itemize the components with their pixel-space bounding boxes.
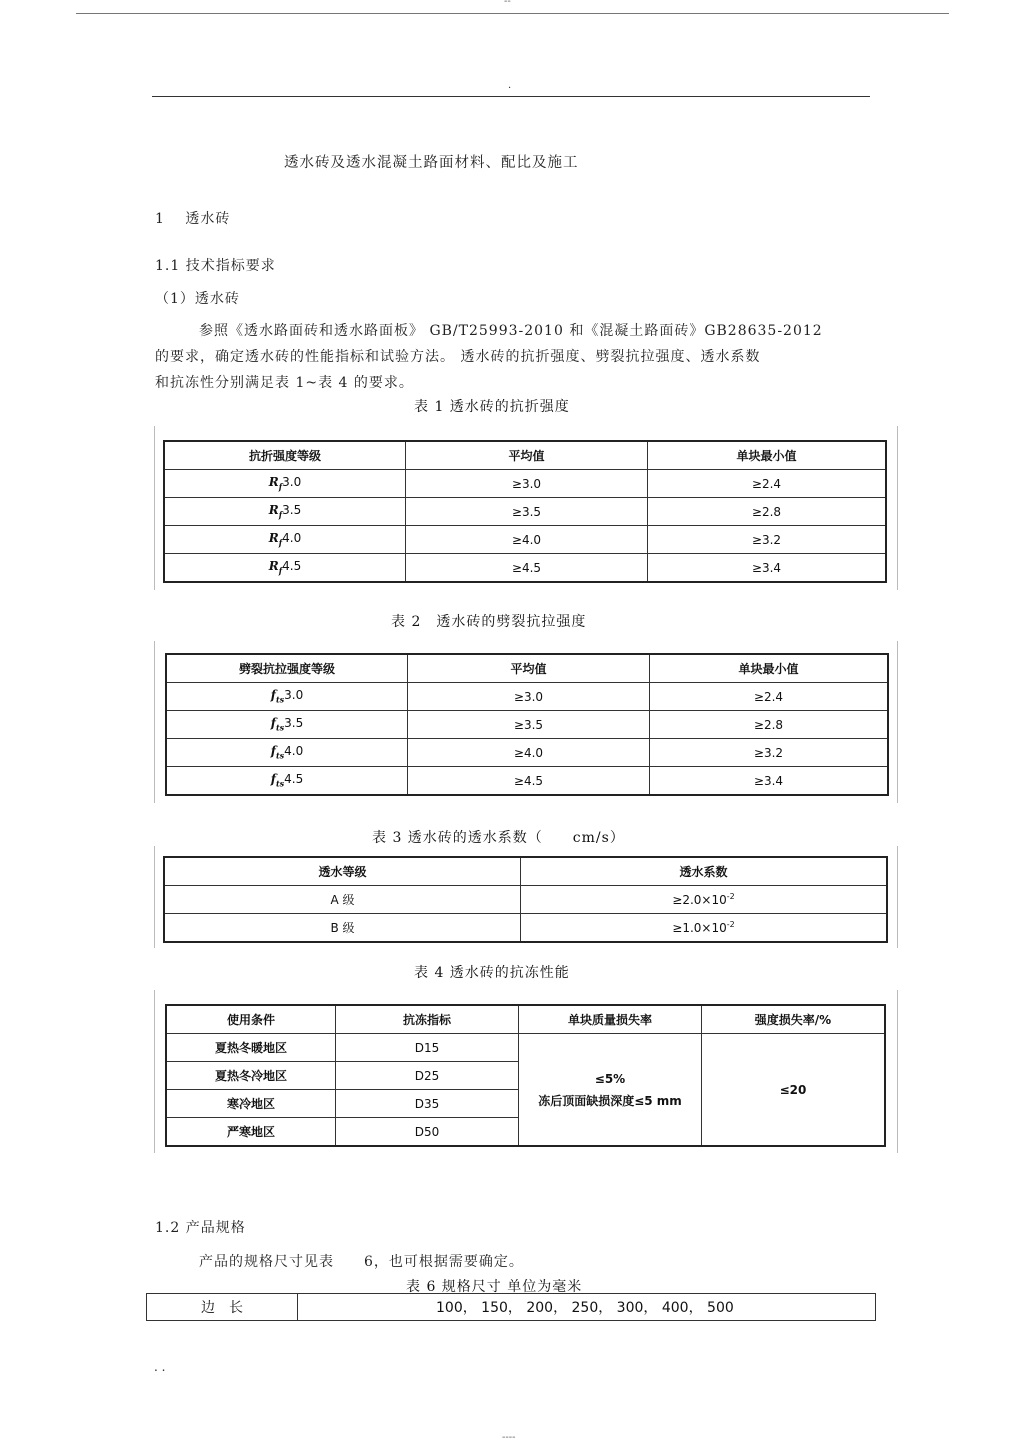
table-row — [164, 914, 887, 943]
average-cell: ≥3.5 — [406, 498, 648, 526]
section-1-heading: 1 透水砖 — [155, 211, 231, 227]
strength-loss-cell: ≤20 — [702, 1034, 886, 1147]
table-row — [147, 1294, 876, 1321]
grade-cell: $R_f3.5$ — [164, 498, 406, 526]
footer-bottom-mark: ---- — [502, 1432, 516, 1443]
minimum-cell: ≥3.4 — [650, 767, 889, 796]
table-row — [166, 767, 888, 796]
section-1-2-heading: 1.2 产品规格 — [155, 1220, 246, 1236]
item-1-heading: （1）透水砖 — [155, 291, 240, 307]
header-top-mark: -- — [504, 0, 511, 7]
average-cell: ≥4.0 — [406, 526, 648, 554]
table-header-cell: 单块质量损失率 — [519, 1005, 702, 1034]
table-4-caption: 表 4 透水砖的抗冻性能 — [414, 965, 570, 981]
table-3 — [163, 856, 888, 943]
index-cell: D50 — [336, 1118, 519, 1147]
condition-cell: 夏热冬暖地区 — [166, 1034, 336, 1062]
table-header-cell: 劈裂抗拉强度等级 — [166, 654, 408, 683]
table-row — [166, 683, 888, 711]
table-row — [164, 554, 886, 583]
condition-cell: 寒冷地区 — [166, 1090, 336, 1118]
coefficient-cell: $\ge 1.0\times 10^{-2}$ — [521, 914, 888, 943]
average-cell: ≥3.0 — [406, 470, 648, 498]
condition-cell: 严寒地区 — [166, 1118, 336, 1147]
condition-cell: 夏热冬冷地区 — [166, 1062, 336, 1090]
table-header-row — [166, 1005, 885, 1034]
grade-cell: $f_{ts}4.5$ — [166, 767, 408, 796]
table-row — [164, 498, 886, 526]
table-row — [164, 470, 886, 498]
average-cell: ≥3.5 — [408, 711, 650, 739]
table-1 — [163, 440, 887, 583]
surface-loss-text: 冻后顶面缺损深度≤5 mm — [538, 1093, 682, 1108]
mass-loss-text: ≤5% — [594, 1071, 626, 1086]
table-1-caption: 表 1 透水砖的抗折强度 — [414, 399, 570, 415]
minimum-cell: ≥2.4 — [650, 683, 889, 711]
minimum-cell: ≥3.2 — [650, 739, 889, 767]
minimum-cell: ≥3.4 — [648, 554, 887, 583]
table-header-cell: 单块最小值 — [650, 654, 889, 683]
paragraph-line-3: 和抗冻性分别满足表 1~表 4 的要求。 — [155, 375, 414, 391]
table-6 — [146, 1293, 876, 1321]
header-rule — [152, 96, 870, 97]
table-header-cell: 透水系数 — [521, 857, 888, 886]
grade-cell: B 级 — [164, 914, 521, 943]
table-row — [164, 886, 887, 914]
average-cell: ≥4.5 — [408, 767, 650, 796]
index-cell: D35 — [336, 1090, 519, 1118]
table-3-caption: 表 3 透水砖的透水系数（ cm/s） — [372, 830, 625, 846]
table-6-caption: 表 6 规格尺寸 单位为毫米 — [406, 1279, 583, 1295]
header-rule-top — [76, 13, 949, 14]
table-header-cell: 平均值 — [408, 654, 650, 683]
grade-cell: $R_f3.0$ — [164, 470, 406, 498]
grade-cell: $R_f4.5$ — [164, 554, 406, 583]
grade-cell: A 级 — [164, 886, 521, 914]
table-2-caption: 表 2 透水砖的劈裂抗拉强度 — [391, 614, 587, 630]
table-header-cell: 透水等级 — [164, 857, 521, 886]
table-row — [166, 711, 888, 739]
footer-dots: . . — [154, 1360, 166, 1374]
table-4 — [165, 1004, 886, 1147]
header-dot: . — [508, 80, 512, 91]
table-row — [166, 1034, 885, 1062]
table-header-row — [166, 654, 888, 683]
table-header-cell: 抗折强度等级 — [164, 441, 406, 470]
values-cell: 100， 150， 200， 250， 300， 400， 500 — [298, 1294, 876, 1321]
paragraph-line-2: 的要求，确定透水砖的性能指标和试验方法。 透水砖的抗折强度、劈裂抗拉强度、透水系数 — [155, 349, 761, 365]
table-header-row — [164, 857, 887, 886]
coefficient-cell: $\ge 2.0\times 10^{-2}$ — [521, 886, 888, 914]
table-row — [164, 526, 886, 554]
table-header-cell: 平均值 — [406, 441, 648, 470]
minimum-cell: ≥2.4 — [648, 470, 887, 498]
minimum-cell: ≥2.8 — [648, 498, 887, 526]
grade-cell: $R_f4.0$ — [164, 526, 406, 554]
table-row — [166, 739, 888, 767]
grade-cell: $f_{ts}3.0$ — [166, 683, 408, 711]
table-header-cell: 单块最小值 — [648, 441, 887, 470]
table-header-row — [164, 441, 886, 470]
paragraph-line-1: 参照《透水路面砖和透水路面板》 GB/T25993-2010 和《混凝土路面砖》GB28635-2012 — [199, 323, 823, 339]
average-cell: ≥4.0 — [408, 739, 650, 767]
index-cell: D25 — [336, 1062, 519, 1090]
table-header-cell: 强度损失率/% — [702, 1005, 886, 1034]
average-cell: ≥4.5 — [406, 554, 648, 583]
index-cell: D15 — [336, 1034, 519, 1062]
document-title: 透水砖及透水混凝土路面材料、配比及施工 — [284, 155, 579, 171]
grade-cell: $f_{ts}3.5$ — [166, 711, 408, 739]
grade-cell: $f_{ts}4.0$ — [166, 739, 408, 767]
mass-loss-cell — [519, 1034, 702, 1147]
average-cell: ≥3.0 — [408, 683, 650, 711]
paragraph-2: 产品的规格尺寸见表 6，也可根据需要确定。 — [199, 1254, 524, 1270]
minimum-cell: ≥3.2 — [648, 526, 887, 554]
label-cell: 边 长 — [147, 1294, 298, 1321]
table-2 — [165, 653, 889, 796]
minimum-cell: ≥2.8 — [650, 711, 889, 739]
section-1-1-heading: 1.1 技术指标要求 — [155, 258, 276, 274]
table-header-cell: 使用条件 — [166, 1005, 336, 1034]
table-header-cell: 抗冻指标 — [336, 1005, 519, 1034]
